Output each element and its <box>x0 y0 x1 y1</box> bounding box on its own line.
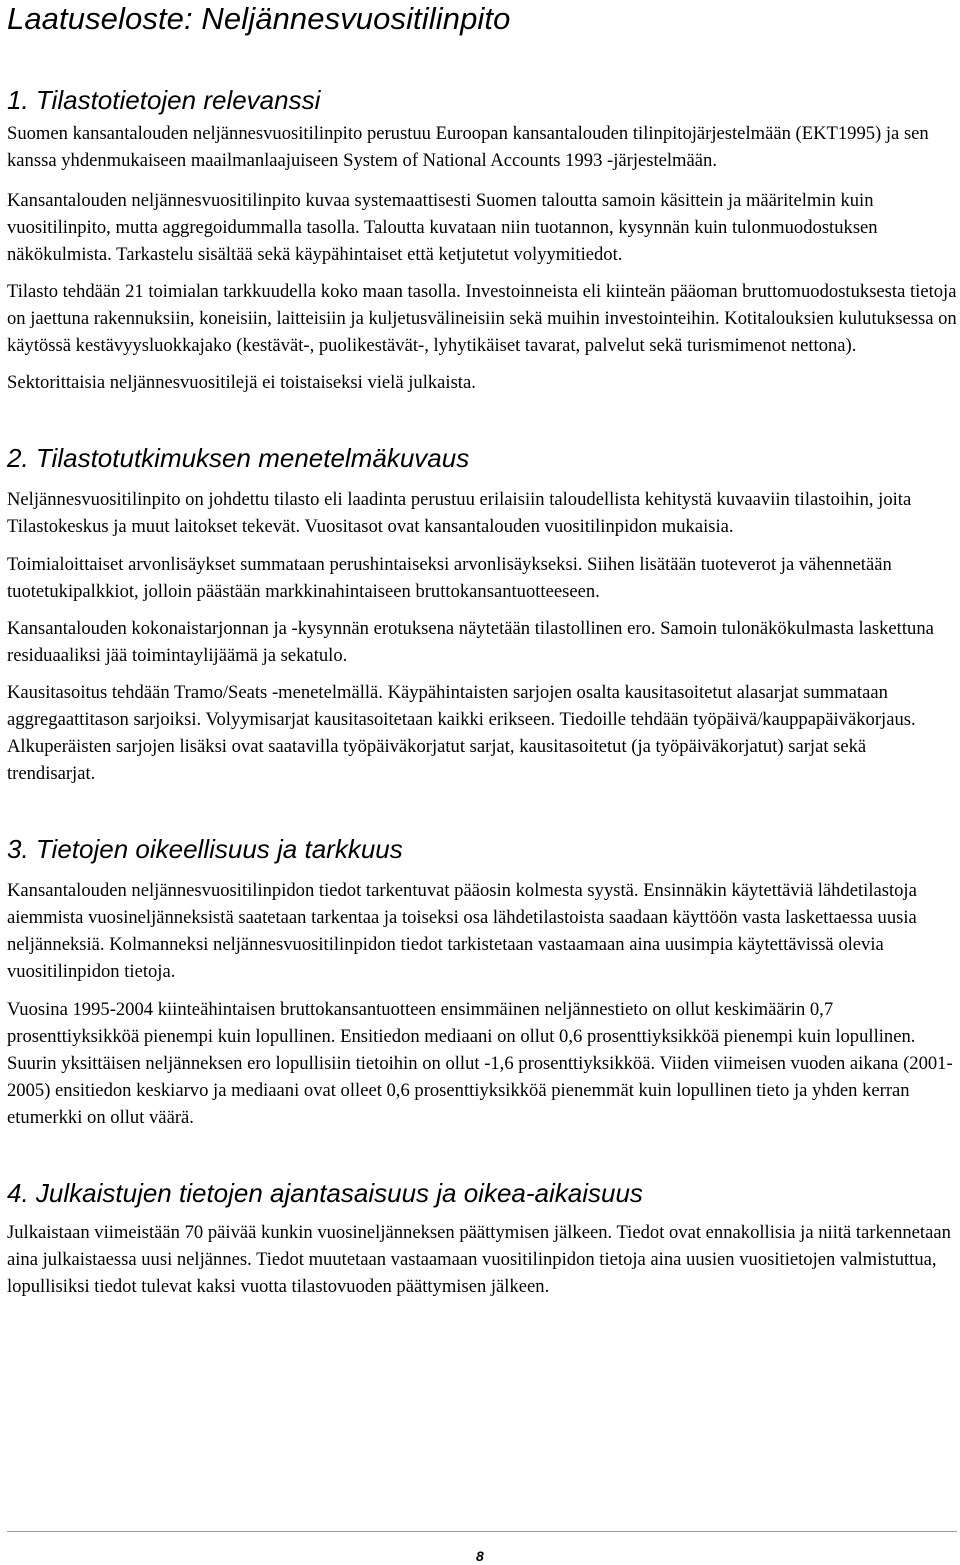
paragraph: Kausitasoitus tehdään Tramo/Seats -menetelmällä. Käypähintaisten sarjojen osalta kausitasoitetut alasarjat summataan aggregaattitason sarjoiksi. Volyymisarjat kausitasoitetaan kaikki erikseen. Tiedoille tehdään työpäivä/kauppapäiväkorjaus. Alkuperäisten sarjojen lisäksi ovat saatavilla työpäiväkorjatut sarjat, kausitasoitetut (ja työpäiväkorjatut) sarjat sekä trendisarjat. <box>7 682 916 784</box>
section-heading: 3. Tietojen oikeellisuus ja tarkkuus <box>7 834 403 864</box>
paragraph: Kansantalouden kokonaistarjonnan ja -kysynnän erotuksena näytetään tilastollinen ero. Samoin tulonäkökulmasta laskettuna residuaaliksi jää toimintaylijäämä ja sekatulo. <box>7 618 934 666</box>
document-title: Laatuseloste: Neljännesvuositilinpito <box>7 1 511 36</box>
paragraph: Kansantalouden neljännesvuositilinpito kuvaa systemaattisesti Suomen taloutta samoin käsittein ja määritelmin kuin vuositilinpito, mutta aggregoidummalla tasolla. Taloutta kuvataan niin tuotannon, kysynnän kuin tulonmuodostuksen näkökulmista. Tarkastelu sisältää sekä käypähintaiset että ketjutetut volyymitiedot. <box>7 190 878 265</box>
section-heading: 4. Julkaistujen tietojen ajantasaisuus ja oikea-aikaisuus <box>7 1178 643 1208</box>
document-page <box>7 0 957 1300</box>
paragraph: Vuosina 1995-2004 kiinteähintaisen bruttokansantuotteen ensimmäinen neljännestieto on ollut keskimäärin 0,7 prosenttiyksikköä pienempi kuin lopullinen. Ensitiedon mediaani on ollut 0,6 prosenttiyksikköä pienempi kuin lopullinen. Suurin yksittäisen neljänneksen ero lopullisiin tietoihin on ollut -1,6 prosenttiyksikköä. Viiden viimeisen vuoden aikana (2001-2005) ensitiedon keskiarvo ja mediaani ovat olleet 0,6 prosenttiyksikköä pienemmät kuin lopullinen tieto ja yhden kerran etumerkki on ollut väärä. <box>7 999 953 1128</box>
paragraph: Suomen kansantalouden neljännesvuositilinpito perustuu Euroopan kansantalouden tilinpitojärjestelmään (EKT1995) ja sen kanssa yhdenmukaiseen maailmanlaajuiseen System of National Accounts 1993 -järjestelmään. <box>7 123 929 171</box>
section-timeliness <box>7 1177 957 1300</box>
paragraph: Tilasto tehdään 21 toimialan tarkkuudella koko maan tasolla. Investoinneista eli kiinteän pääoman bruttomuodostuksesta tietoja on jaettuna rakennuksiin, koneisiin, laitteisiin ja kuljetusvälineisiin sekä muihin investointeihin. Kotitalouksien kulutuksessa on käytössä kestävyysluokkajako (kestävät-, puolikestävät-, lyhytikäiset tavarat, palvelut sekä turismimenot nettona). <box>7 281 957 356</box>
paragraph: Julkaistaan viimeistään 70 päivää kunkin vuosineljänneksen päättymisen jälkeen. Tiedot ovat ennakollisia ja niitä tarkennetaan aina julkaistaessa uusi neljännes. Tiedot muutetaan vastaamaan vuositilinpidon tietoja aina uusien vuositietojen valmistuttua, lopullisiksi tiedot tulevat kaksi vuotta tilastovuoden päättymisen jälkeen. <box>7 1222 951 1297</box>
footer-divider <box>7 1531 957 1532</box>
paragraph: Neljännesvuositilinpito on johdettu tilasto eli laadinta perustuu erilaisiin taloudellista kehitystä kuvaaviin tilastoihin, joita Tilastokeskus ja muut laitokset tekevät. Vuositasot ovat kansantalouden vuositilinpidon mukaisia. <box>7 489 912 537</box>
section-accuracy <box>7 833 957 1131</box>
paragraph: Sektorittaisia neljännesvuositilejä ei toistaiseksi vielä julkaista. <box>7 372 476 393</box>
section-methodology <box>7 442 957 787</box>
section-relevance <box>7 84 957 396</box>
page-number: 8 <box>476 1548 484 1564</box>
paragraph: Toimialoittaiset arvonlisäykset summataan perushintaiseksi arvonlisäykseksi. Siihen lisätään tuoteverot ja vähennetään tuotetukipalkkiot, jolloin päästään markkinahintaiseen bruttokansantuotteeseen. <box>7 554 892 602</box>
paragraph: Kansantalouden neljännesvuositilinpidon tiedot tarkentuvat pääosin kolmesta syystä. Ensinnäkin käytettäviä lähdetilastoja aiemmista vuosineljänneksistä saatetaan tarkentaa ja toiseksi osa lähdetilastoista saadaan käyttöön vasta laskettaessa uusia neljänneksiä. Kolmanneksi neljännesvuositilinpidon tiedot tarkistetaan vastaamaan aina uusimpia käytettävissä olevia vuositilinpidon tietoja. <box>7 880 917 982</box>
section-heading: 2. Tilastotutkimuksen menetelmäkuvaus <box>7 443 470 473</box>
section-heading: 1. Tilastotietojen relevanssi <box>7 85 321 115</box>
